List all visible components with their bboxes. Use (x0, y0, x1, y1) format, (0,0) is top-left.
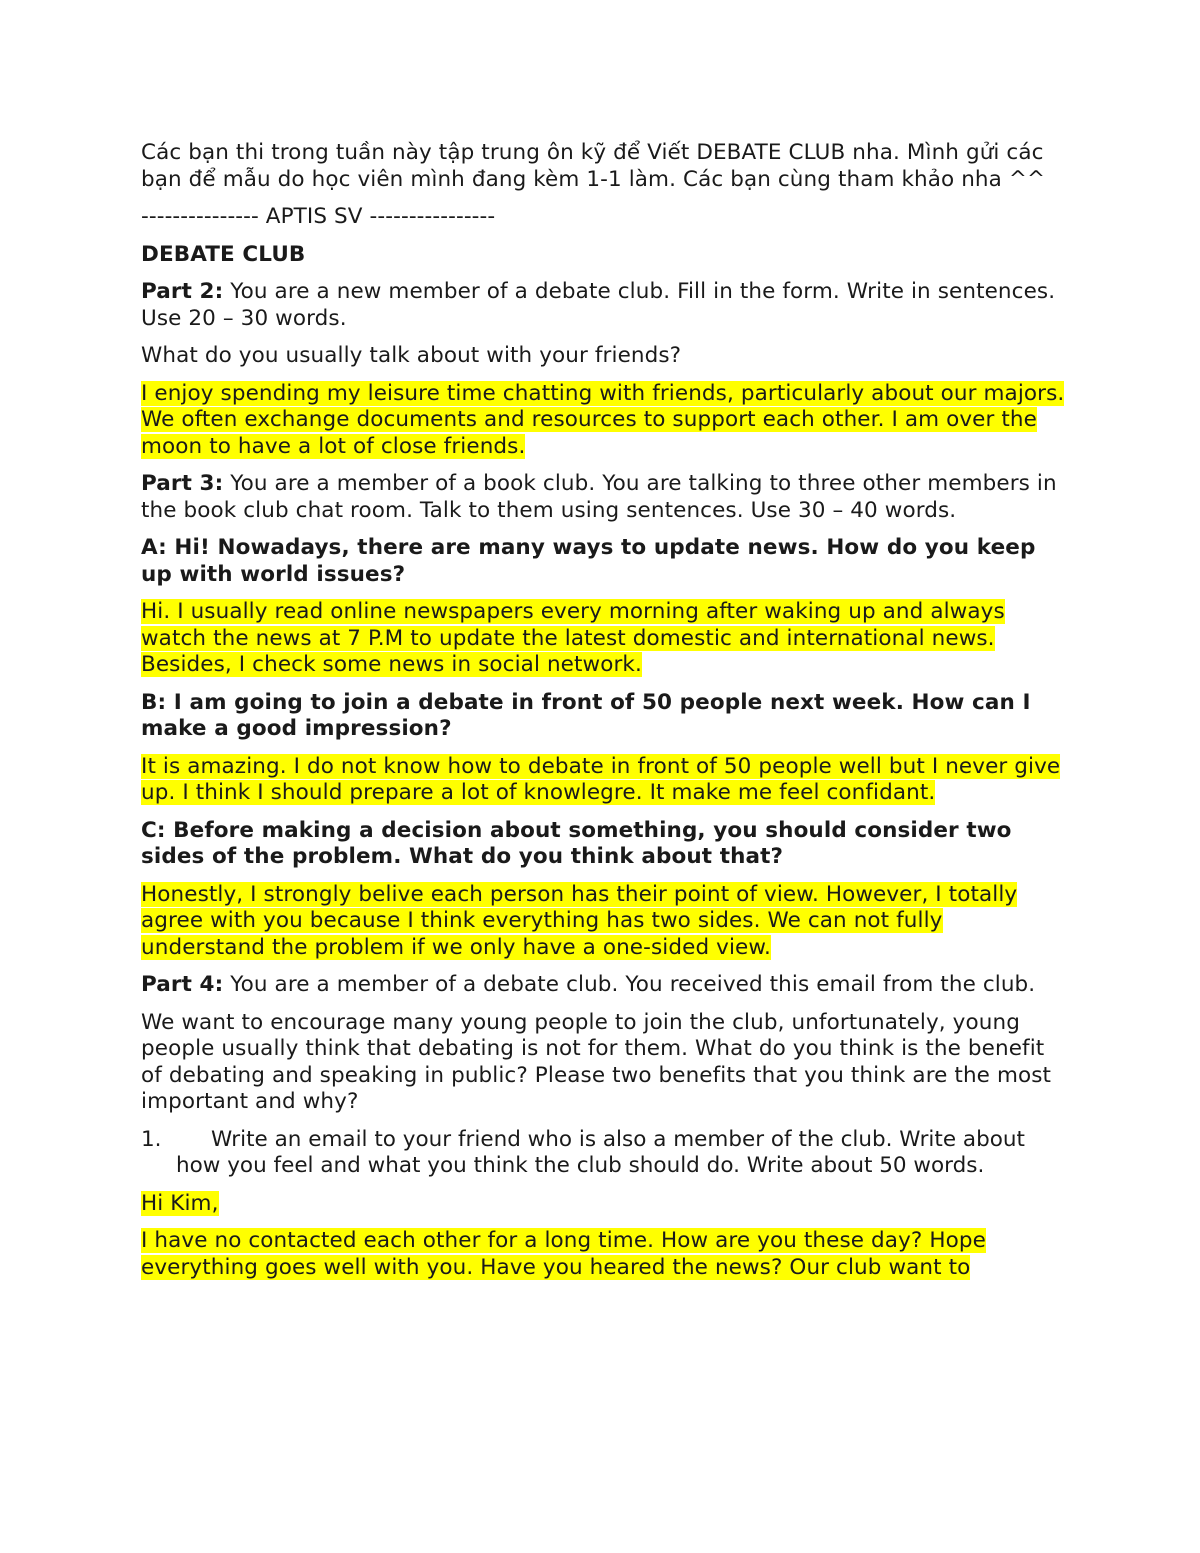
part3-question-a: A: Hi! Nowadays, there are many ways to update news. How do you keep up with world issues? (141, 535, 1036, 587)
part2-label: Part 2: (141, 279, 224, 304)
part3-question-b: B: I am going to join a debate in front of 50 people next week. How can I make a good impression? (141, 689, 1031, 741)
part2-question: What do you usually talk about with your friends? (141, 343, 682, 368)
part3-answer-a (141, 599, 1070, 679)
part2-instructions (141, 279, 1070, 332)
highlighted-answer: It is amazing. I do not know how to debate in front of 50 people well but I never give up. I think I should prepare a lot of knowlegre. It make me feel confidant. (141, 753, 1061, 805)
highlighted-answer: Honestly, I strongly belive each person has their point of view. However, I totally agree with you because I think everything has two sides. We can not fully understand the problem if we only have a one-sided view. (141, 881, 1018, 960)
task-text: Write an email to your friend who is also a member of the club. Write about how you feel and what you think the club should do. Write about 50 words. (176, 1126, 1025, 1178)
part3-instructions (141, 471, 1070, 524)
part3-label: Part 3: (141, 471, 224, 496)
highlighted-answer: I have no contacted each other for a long time. How are you these day? Hope everything goes well with you. Have you heared the news? Our club want to (141, 1228, 986, 1280)
part4-email-prompt: We want to encourage many young people to join the club, unfortunately, young people usually think that debating is not for them. What do you think is the benefit of debating and speaking in public? Please two benefits that you think are the most important and why? (141, 1009, 1052, 1114)
part2-answer (141, 381, 1070, 461)
part3-answer-c (141, 882, 1070, 962)
email-greeting (141, 1191, 1070, 1218)
part3-text: You are a member of a book club. You are talking to three other members in the book club chat room. Talk to them using sentences. Use 30 – 40 words. (141, 471, 1057, 523)
highlighted-answer: Hi Kim, (141, 1190, 219, 1216)
intro-paragraph: Các bạn thi trong tuần này tập trung ôn kỹ để Viết DEBATE CLUB nha. Mình gửi các bạn để mẫu do học viên mình đang kèm 1-1 làm. Các bạn cùng tham khảo nha ^^ (141, 140, 1046, 192)
part3-question-c: C: Before making a decision about something, you should consider two sides of the problem. What do you think about that? (141, 817, 1012, 869)
part3-answer-b (141, 754, 1070, 807)
part4-label: Part 4: (141, 972, 224, 997)
document-title: DEBATE CLUB (141, 241, 306, 267)
section-divider: --------------- APTIS SV ---------------- (141, 204, 496, 229)
list-number: 1. (141, 1126, 162, 1152)
part2-text: You are a new member of a debate club. Fill in the form. Write in sentences. Use 20 – 30 words. (141, 279, 1056, 331)
highlighted-answer: I enjoy spending my leisure time chatting with friends, particularly about our majors. We often exchange documents and resources to support each other. I am over the moon to have a lot of close friends. (141, 380, 1065, 459)
email-body (141, 1228, 1070, 1281)
part4-instructions (141, 972, 1070, 999)
part4-text: You are a member of a debate club. You received this email from the club. (223, 972, 1036, 997)
highlighted-answer: Hi. I usually read online newspapers every morning after waking up and always watch the news at 7 P.M to update the latest domestic and international news. Besides, I check some news in social network. (141, 599, 1005, 677)
part4-task (141, 1127, 1070, 1180)
